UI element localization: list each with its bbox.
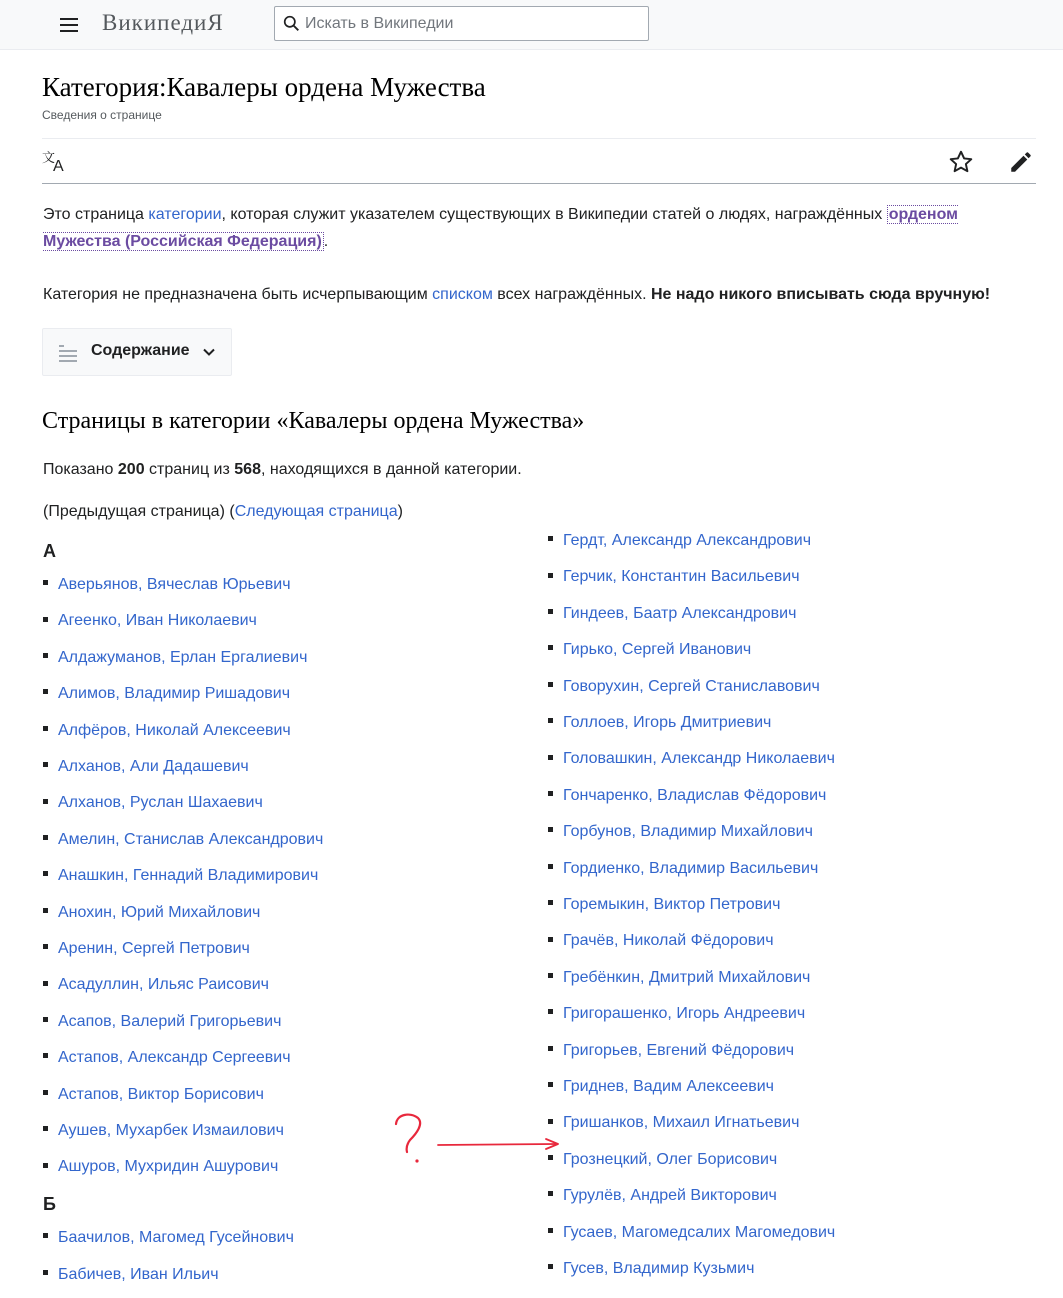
bullet-icon	[548, 1009, 553, 1014]
person-link[interactable]: Аушев, Мухарбек Измаилович	[58, 1122, 284, 1139]
categories-link[interactable]: категории	[148, 206, 222, 223]
bullet-icon	[43, 1270, 48, 1275]
question-arrow-annotation	[380, 1100, 580, 1180]
list-item	[43, 939, 250, 959]
person-link[interactable]: Анашкин, Геннадий Владимирович	[58, 867, 319, 885]
person-link[interactable]: Алфёров, Николай Алексеевич	[58, 721, 291, 739]
list-item	[548, 1113, 799, 1133]
list-item	[43, 975, 269, 995]
page-info-link[interactable]: Сведения о странице	[42, 108, 162, 122]
list-item	[548, 604, 796, 624]
bullet-icon	[548, 1046, 553, 1051]
page-count-text: Показано 200 страниц из 568, находящихся в данной категории.	[43, 461, 522, 478]
bullet-icon	[548, 682, 553, 687]
person-link[interactable]: Григорашенко, Игорь Андреевич	[563, 1005, 806, 1023]
next-page-link[interactable]: Следующая страница	[234, 503, 398, 520]
person-link[interactable]: Гирько, Сергей Иванович	[563, 641, 752, 659]
person-link[interactable]: Гриднев, Вадим Алексеевич	[563, 1078, 775, 1095]
list-item	[43, 830, 323, 850]
chevron-down-icon	[202, 345, 216, 359]
person-link[interactable]: Асадуллин, Ильяс Раисович	[58, 976, 269, 994]
bullet-icon	[548, 573, 553, 578]
list-item	[43, 1121, 284, 1141]
category-description: Это страница категории, которая служит указателем существующих в Википедии статей о людях, награждённых орденом Мужества (Российская Федерация) .	[43, 206, 958, 250]
bullet-icon	[548, 645, 553, 650]
person-link[interactable]: Горемыкин, Виктор Петрович	[563, 896, 781, 913]
person-link[interactable]: Григорьев, Евгений Фёдорович	[563, 1041, 795, 1059]
svg-text:文: 文	[42, 151, 56, 166]
bullet-icon	[548, 1082, 553, 1087]
person-link[interactable]: Гиндеев, Баатр Александрович	[563, 604, 797, 622]
person-link[interactable]: Бабичев, Иван Ильич	[58, 1265, 219, 1283]
list-item	[548, 531, 811, 551]
person-link[interactable]: Астапов, Виктор Борисович	[58, 1085, 264, 1103]
warning-text: Не надо никого вписывать сюда вручную!	[650, 286, 991, 303]
list-item	[548, 640, 751, 660]
list-item	[43, 611, 257, 631]
bullet-icon	[43, 908, 48, 913]
person-link[interactable]: Горбунов, Владимир Михайлович	[563, 823, 813, 841]
list-item	[43, 721, 291, 741]
person-link[interactable]: Говорухин, Сергей Станиславович	[563, 677, 820, 695]
wikipedia-logo[interactable]: ВикипедиЯ	[102, 10, 224, 35]
edit-pencil-icon[interactable]	[1008, 149, 1034, 175]
person-link[interactable]: Гердт, Александр Александрович	[563, 532, 812, 549]
list-item	[548, 749, 835, 769]
bullet-icon	[548, 755, 553, 760]
bullet-icon	[43, 1053, 48, 1058]
svg-text:A: A	[53, 158, 64, 173]
list-item	[43, 1228, 294, 1248]
list-item	[548, 1041, 794, 1061]
list-item	[43, 1012, 281, 1032]
list-item	[43, 1265, 219, 1285]
category-note: Категория не предназначена быть исчерпывающим списком всех награждённых. Не надо никого вписывать сюда вручную!	[43, 286, 991, 303]
watch-star-icon[interactable]	[948, 149, 974, 175]
person-link[interactable]: Ашуров, Мухридин Ашурович	[58, 1158, 279, 1176]
person-link[interactable]: Гусев, Владимир Кузьмич	[563, 1260, 755, 1277]
bullet-icon	[43, 726, 48, 731]
bullet-icon	[43, 1126, 48, 1131]
person-link[interactable]: Аверьянов, Вячеслав Юрьевич	[58, 576, 291, 593]
list-item	[43, 866, 318, 886]
section-heading: Страницы в категории «Кавалеры ордена Мужества»	[42, 408, 585, 434]
person-link[interactable]: Агеенко, Иван Николаевич	[58, 612, 257, 630]
bullet-icon	[43, 1090, 48, 1095]
list-item	[548, 786, 826, 806]
bullet-icon	[43, 871, 48, 876]
person-link[interactable]: Гребёнкин, Дмитрий Михайлович	[563, 968, 811, 986]
person-link[interactable]: Гусаев, Магомедсалих Магомедович	[563, 1223, 836, 1241]
bullet-icon	[43, 580, 48, 585]
person-link[interactable]: Алимов, Владимир Ришадович	[58, 685, 291, 703]
list-item	[548, 1223, 835, 1243]
list-item	[548, 713, 771, 733]
bullet-icon	[548, 900, 553, 905]
person-link[interactable]: Баачилов, Магомед Гусейнович	[58, 1229, 294, 1246]
bullet-icon	[548, 1228, 553, 1233]
page-toolbar	[42, 138, 1036, 184]
person-link[interactable]: Грачёв, Николай Фёдорович	[563, 932, 774, 950]
bullet-icon	[43, 981, 48, 986]
list-item	[43, 1085, 264, 1105]
person-link[interactable]: Голлоев, Игорь Дмитриевич	[563, 714, 772, 731]
list-link[interactable]: списком	[432, 286, 493, 303]
bullet-icon	[43, 1233, 48, 1238]
list-item	[43, 1048, 291, 1068]
list-item	[548, 822, 813, 842]
bullet-icon	[548, 973, 553, 978]
toc-label: Содержание	[91, 342, 190, 359]
person-link[interactable]: Амелин, Станислав Александрович	[58, 830, 324, 848]
person-link[interactable]: Асапов, Валерий Григорьевич	[58, 1012, 282, 1030]
toc-toggle-button[interactable]	[42, 328, 232, 376]
bullet-icon	[548, 937, 553, 942]
list-item	[548, 968, 810, 988]
bullet-icon	[43, 1163, 48, 1168]
person-link[interactable]: Герчик, Константин Васильевич	[563, 568, 800, 586]
bullet-icon	[548, 864, 553, 869]
bullet-icon	[548, 1264, 553, 1269]
bullet-icon	[43, 617, 48, 622]
list-item	[548, 895, 780, 915]
letter-heading-b: Б	[43, 1194, 56, 1214]
bullet-icon	[548, 791, 553, 796]
letter-heading-a: А	[43, 541, 56, 561]
list-item	[548, 1150, 777, 1170]
bullet-icon	[43, 944, 48, 949]
list-item	[43, 757, 249, 777]
list-item	[548, 677, 820, 697]
bullet-icon	[43, 653, 48, 658]
person-link[interactable]: Головашкин, Александр Николаевич	[563, 750, 835, 768]
list-item	[548, 1186, 777, 1206]
search-input[interactable]	[305, 7, 635, 40]
person-link[interactable]: Астапов, Александр Сергеевич	[58, 1049, 291, 1067]
person-link[interactable]: Алханов, Руслан Шахаевич	[58, 794, 263, 812]
bullet-icon	[548, 609, 553, 614]
list-icon	[58, 343, 78, 363]
language-icon[interactable]	[42, 149, 70, 173]
bullet-icon	[43, 1017, 48, 1022]
person-link[interactable]: Гришанков, Михаил Игнатьевич	[563, 1114, 800, 1132]
person-link[interactable]: Алханов, Али Дадашевич	[58, 758, 249, 775]
bullet-icon	[548, 536, 553, 541]
order-of-courage-link[interactable]: орденом Мужества (Российская Федерация)	[43, 206, 958, 250]
person-link[interactable]: Гурулёв, Андрей Викторович	[563, 1187, 777, 1205]
page-title: Категория:Кавалеры ордена Мужества	[42, 72, 486, 102]
list-item	[43, 1157, 278, 1177]
hamburger-menu-icon[interactable]	[56, 12, 82, 38]
bullet-icon	[548, 1191, 553, 1196]
list-item	[43, 648, 307, 668]
list-item	[43, 903, 260, 923]
person-link[interactable]: Аренин, Сергей Петрович	[58, 940, 250, 957]
bullet-icon	[43, 689, 48, 694]
pagination-nav: (Предыдущая страница) (Следующая страница)	[43, 503, 403, 520]
list-item	[43, 684, 290, 704]
person-link[interactable]: Алдажуманов, Ерлан Ергалиевич	[58, 648, 308, 666]
bullet-icon	[548, 827, 553, 832]
list-item	[43, 575, 291, 595]
search-box[interactable]	[274, 6, 649, 41]
prev-page-text: Предыдущая страница	[48, 503, 220, 520]
bullet-icon	[548, 718, 553, 723]
list-item	[548, 1004, 805, 1024]
list-item	[548, 859, 818, 879]
bullet-icon	[43, 762, 48, 767]
person-link[interactable]: Гордиенко, Владимир Васильевич	[563, 859, 819, 877]
list-item	[43, 793, 263, 813]
bullet-icon	[43, 799, 48, 804]
person-link[interactable]: Анохин, Юрий Михайлович	[58, 903, 261, 921]
list-item	[548, 1077, 774, 1097]
list-item	[548, 931, 774, 951]
list-item	[548, 567, 800, 587]
person-link[interactable]: Грознецкий, Олег Борисович	[563, 1150, 778, 1168]
header-bar	[0, 0, 1063, 50]
bullet-icon	[43, 835, 48, 840]
search-icon	[283, 15, 300, 32]
list-item	[548, 1259, 754, 1279]
person-link[interactable]: Гончаренко, Владислав Фёдорович	[563, 786, 827, 804]
